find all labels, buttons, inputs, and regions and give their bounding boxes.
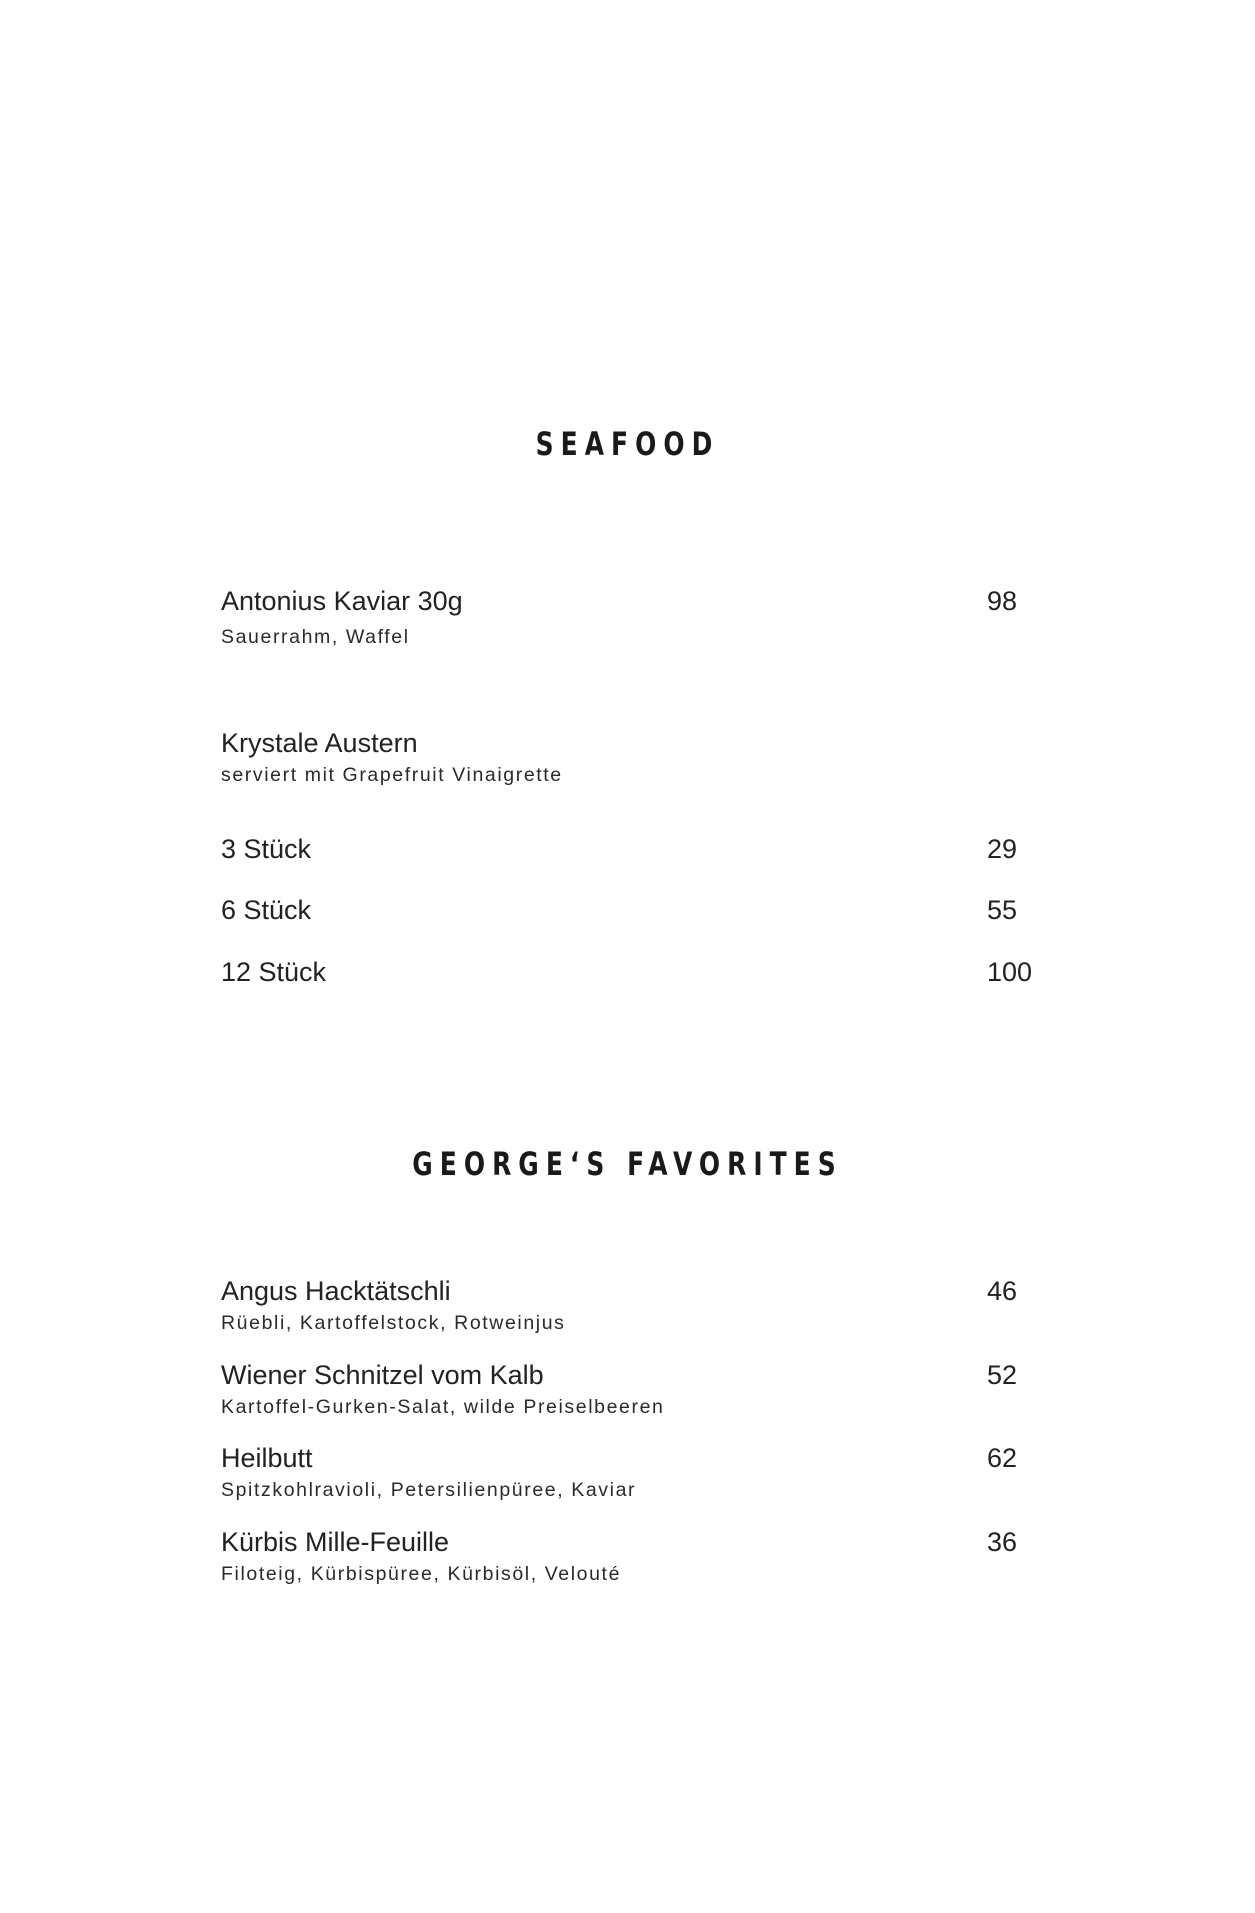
item-description: Rüebli, Kartoffelstock, Rotweinjus — [221, 1312, 566, 1334]
item-price: 52 — [987, 1360, 1018, 1390]
section-title-georges-favorites: GEORGE‘S FAVORITES — [412, 1145, 843, 1183]
variant-price: 29 — [987, 834, 1018, 864]
item-description: serviert mit Grapefruit Vinaigrette — [221, 764, 563, 786]
variant-name: 6 Stück — [221, 895, 312, 925]
item-description: Filoteig, Kürbispüree, Kürbisöl, Velouté — [221, 1563, 622, 1585]
item-name: Kürbis Mille-Feuille — [221, 1527, 450, 1557]
item-price: 36 — [987, 1527, 1018, 1557]
item-price: 46 — [987, 1276, 1018, 1306]
item-price: 62 — [987, 1443, 1018, 1473]
section-title-seafood: SEAFOOD — [535, 425, 720, 463]
item-description: Spitzkohlravioli, Petersilienpüree, Kaviar — [221, 1479, 637, 1501]
item-name: Angus Hacktätschli — [221, 1276, 451, 1306]
variant-name: 12 Stück — [221, 957, 327, 987]
item-name: Krystale Austern — [221, 728, 418, 758]
item-name: Antonius Kaviar 30g — [221, 586, 463, 616]
variant-price: 55 — [987, 895, 1018, 925]
item-name: Heilbutt — [221, 1443, 313, 1473]
item-description: Sauerrahm, Waffel — [221, 626, 410, 648]
item-description: Kartoffel-Gurken-Salat, wilde Preiselbeeren — [221, 1396, 665, 1418]
variant-price: 100 — [987, 957, 1033, 987]
item-price: 98 — [987, 586, 1018, 616]
variant-name: 3 Stück — [221, 834, 312, 864]
item-name: Wiener Schnitzel vom Kalb — [221, 1360, 544, 1390]
